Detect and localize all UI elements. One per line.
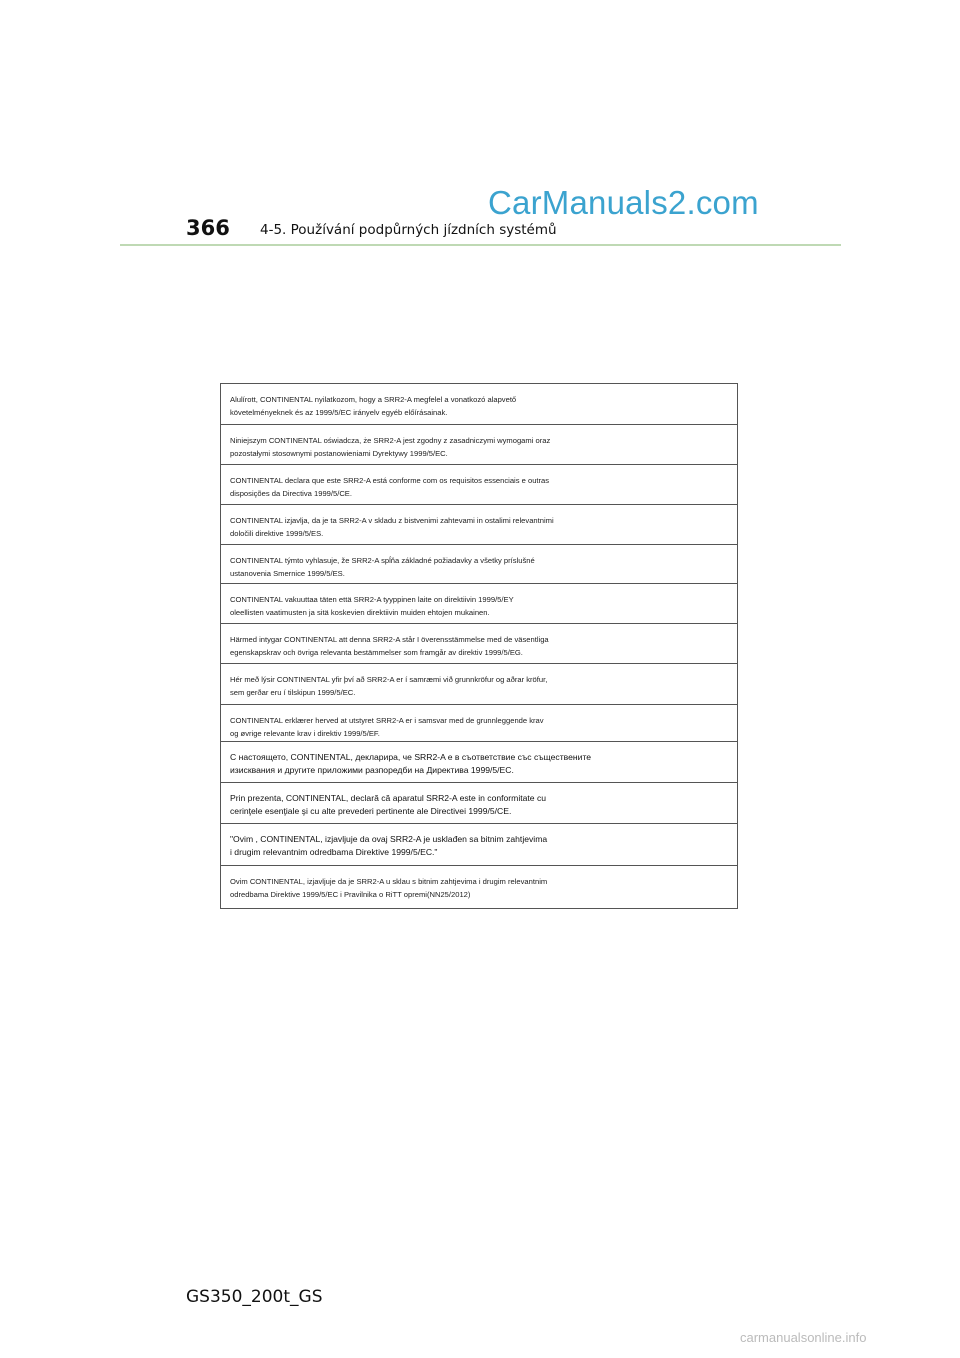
declaration-row-norwegian [221, 705, 737, 742]
declaration-line: cerinţele esenţiale şi cu alte prevederi pertinente ale Directivei 1999/5/CE. [230, 806, 512, 816]
header-divider [120, 244, 841, 246]
declaration-line: pozostałymi stosownymi postanowieniami Dyrektywy 1999/5/EC. [230, 449, 448, 458]
declaration-row-hungarian [221, 384, 737, 425]
declaration-line: С настоящето, CONTINENTAL, декларира, че SRR2-A е в съответствие със съществените [230, 752, 592, 762]
declaration-line: i drugim relevantnim odredbama Direktive 1999/5/EC." [230, 847, 438, 857]
declaration-line: "Ovim , CONTINENTAL, izjavljuje da ovaj SRR2-A je usklađen sa bitnim zahtjevima [230, 834, 548, 844]
declaration-line: követelményeknek és az 1999/5/EC irányelv egyéb előírásainak. [230, 408, 448, 417]
declaration-line: oleellisten vaatimusten ja sitä koskevien direktiivin muiden ehtojen mukainen. [230, 608, 490, 617]
declaration-row-bosnian [221, 824, 737, 866]
declaration-row-portuguese [221, 465, 737, 505]
declaration-row-finnish [221, 584, 737, 624]
declaration-line: Ovim CONTINENTAL, izjavljuje da je SRR2-A u sklau s bitnim zahtjevima i drugim relevantnim [230, 877, 548, 886]
declaration-line: Niniejszym CONTINENTAL oświadcza, że SRR2-A jest zgodny z zasadniczymi wymogami oraz [230, 436, 551, 445]
declaration-row-bulgarian [221, 742, 737, 783]
declaration-line: ustanovenia Smernice 1999/5/ES. [230, 569, 345, 578]
declaration-row-croatian [221, 866, 737, 910]
declaration-line: CONTINENTAL týmto vyhlasuje, že SRR2-A spĺňa základné požiadavky a všetky príslušné [230, 556, 535, 565]
declaration-line: CONTINENTAL erklærer herved at utstyret SRR2-A er i samsvar med de grunnleggende krav [230, 716, 544, 725]
declaration-row-slovak [221, 545, 737, 584]
declaration-row-slovenian [221, 505, 737, 545]
declaration-line: og øvrige relevante krav i direktiv 1999/5/EF. [230, 729, 380, 738]
declaration-row-icelandic [221, 664, 737, 705]
declaration-line: odredbama Direktive 1999/5/EC i Pravilnika o RiTT opremi(NN25/2012) [230, 890, 471, 899]
watermark-footer: carmanualsonline.info [740, 1330, 867, 1345]
watermark-logo: CarManuals2.com [488, 184, 759, 221]
declaration-row-swedish [221, 624, 737, 664]
declaration-line: sem gerðar eru í tilskipun 1999/5/EC. [230, 688, 356, 697]
declaration-line: Prin prezenta, CONTINENTAL, declară că aparatul SRR2-A este in conformitate cu [230, 793, 547, 803]
declaration-row-polish [221, 425, 737, 465]
declaration-line: изисквания и другите приложими разпоредби на Директива 1999/5/EC. [230, 765, 514, 775]
declaration-line: Alulírott, CONTINENTAL nyilatkozom, hogy a SRR2-A megfelel a vonatkozó alapvető [230, 395, 517, 404]
declaration-row-romanian [221, 783, 737, 824]
model-code: GS350_200t_GS [186, 1287, 323, 1307]
declaration-line: disposições da Directiva 1999/5/CE. [230, 489, 352, 498]
page-number: 366 [186, 216, 230, 240]
declaration-line: CONTINENTAL declara que este SRR2-A está conforme com os requisitos essenciais e outras [230, 476, 550, 485]
declaration-line: določili direktive 1999/5/ES. [230, 529, 324, 538]
declaration-line: CONTINENTAL izjavlja, da je ta SRR2-A v skladu z bistvenimi zahtevami in ostalimi relevantnimi [230, 516, 554, 525]
declaration-line: Härmed intygar CONTINENTAL att denna SRR2-A står I överensstämmelse med de väsentliga [230, 635, 549, 644]
section-title: 4-5. Používání podpůrných jízdních systémů [260, 222, 557, 238]
declaration-line: Hér með lýsir CONTINENTAL yfir því að SRR2-A er í samræmi við grunnkröfur og aðrar kröfur, [230, 675, 548, 684]
declarations-table [220, 383, 738, 909]
declaration-line: egenskapskrav och övriga relevanta bestämmelser som framgår av direktiv 1999/5/EG. [230, 648, 523, 657]
declaration-line: CONTINENTAL vakuuttaa täten että SRR2-A tyyppinen laite on direktiivin 1999/5/EY [230, 595, 514, 604]
